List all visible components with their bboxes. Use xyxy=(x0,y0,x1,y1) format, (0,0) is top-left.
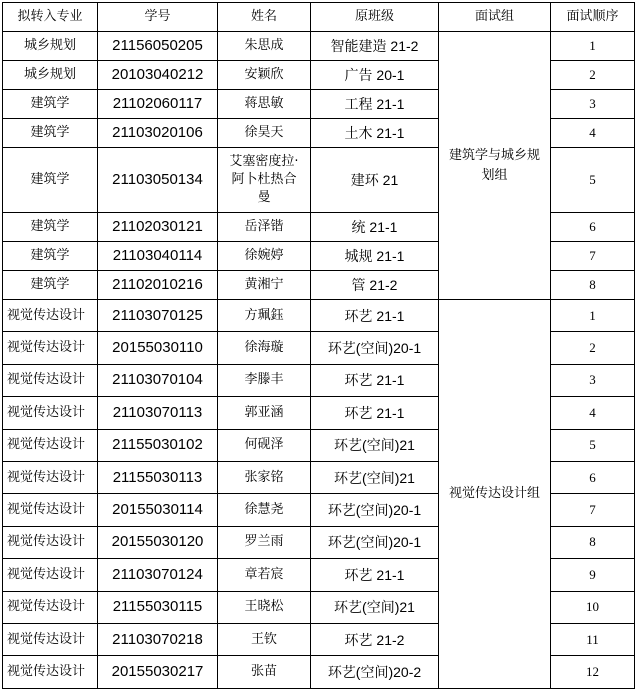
student-name-cell: 安颖欣 xyxy=(218,61,311,90)
original-class-cell: 工程 21-1 xyxy=(311,90,439,119)
student-id-cell: 21155030115 xyxy=(98,591,218,623)
student-id-cell: 21103050134 xyxy=(98,148,218,213)
student-name-cell: 方珮鈺 xyxy=(218,300,311,332)
interview-order-cell: 5 xyxy=(551,429,635,461)
original-class-cell: 智能建造 21-2 xyxy=(311,32,439,61)
original-class-cell: 城规 21-1 xyxy=(311,242,439,271)
major-cell: 视觉传达设计 xyxy=(3,591,98,623)
student-id-cell: 21102030121 xyxy=(98,213,218,242)
interview-order-cell: 8 xyxy=(551,271,635,300)
major-cell: 建筑学 xyxy=(3,148,98,213)
student-name-cell: 艾塞密度拉·阿卜杜热合曼 xyxy=(218,148,311,213)
student-id-cell: 21103070113 xyxy=(98,397,218,429)
major-cell: 视觉传达设计 xyxy=(3,300,98,332)
interview-order-cell: 2 xyxy=(551,332,635,364)
student-id-cell: 21155030113 xyxy=(98,461,218,493)
interview-order-cell: 12 xyxy=(551,656,635,688)
interview-group-cell: 视觉传达设计组 xyxy=(439,300,551,689)
original-class-cell: 环艺 21-1 xyxy=(311,559,439,591)
student-name-cell: 章若宸 xyxy=(218,559,311,591)
student-name-cell: 王晓松 xyxy=(218,591,311,623)
major-cell: 视觉传达设计 xyxy=(3,494,98,526)
original-class-cell: 环艺(空间)20-2 xyxy=(311,656,439,688)
header-major: 拟转入专业 xyxy=(3,3,98,32)
major-cell: 视觉传达设计 xyxy=(3,332,98,364)
original-class-cell: 广告 20-1 xyxy=(311,61,439,90)
major-cell: 建筑学 xyxy=(3,90,98,119)
major-cell: 视觉传达设计 xyxy=(3,559,98,591)
student-id-cell: 20103040212 xyxy=(98,61,218,90)
interview-schedule-table xyxy=(2,2,635,689)
student-id-cell: 21102060117 xyxy=(98,90,218,119)
major-cell: 建筑学 xyxy=(3,242,98,271)
interview-order-cell: 1 xyxy=(551,32,635,61)
major-cell: 视觉传达设计 xyxy=(3,397,98,429)
major-cell: 城乡规划 xyxy=(3,61,98,90)
student-id-cell: 21103070104 xyxy=(98,364,218,396)
table-row xyxy=(3,300,635,332)
student-name-cell: 何砚泽 xyxy=(218,429,311,461)
interview-order-cell: 6 xyxy=(551,461,635,493)
student-name-cell: 徐慧尧 xyxy=(218,494,311,526)
interview-order-cell: 4 xyxy=(551,119,635,148)
major-cell: 视觉传达设计 xyxy=(3,429,98,461)
original-class-cell: 环艺 21-1 xyxy=(311,300,439,332)
major-cell: 视觉传达设计 xyxy=(3,623,98,655)
original-class-cell: 统 21-1 xyxy=(311,213,439,242)
student-id-cell: 21155030102 xyxy=(98,429,218,461)
student-name-cell: 黄湘宁 xyxy=(218,271,311,300)
major-cell: 建筑学 xyxy=(3,271,98,300)
interview-order-cell: 3 xyxy=(551,364,635,396)
student-name-cell: 郭亚涵 xyxy=(218,397,311,429)
original-class-cell: 环艺(空间)20-1 xyxy=(311,332,439,364)
original-class-cell: 环艺(空间)21 xyxy=(311,461,439,493)
student-name-cell: 张家铭 xyxy=(218,461,311,493)
header-interview-group: 面试组 xyxy=(439,3,551,32)
interview-order-cell: 6 xyxy=(551,213,635,242)
interview-order-cell: 2 xyxy=(551,61,635,90)
header-original-class: 原班级 xyxy=(311,3,439,32)
interview-order-cell: 9 xyxy=(551,559,635,591)
header-name: 姓名 xyxy=(218,3,311,32)
student-id-cell: 21103070124 xyxy=(98,559,218,591)
student-name-cell: 徐海璇 xyxy=(218,332,311,364)
original-class-cell: 土木 21-1 xyxy=(311,119,439,148)
student-id-cell: 20155030120 xyxy=(98,526,218,558)
major-cell: 城乡规划 xyxy=(3,32,98,61)
major-cell: 视觉传达设计 xyxy=(3,656,98,688)
student-id-cell: 21103070218 xyxy=(98,623,218,655)
original-class-cell: 环艺 21-1 xyxy=(311,397,439,429)
header-row xyxy=(3,3,635,32)
student-id-cell: 21156050205 xyxy=(98,32,218,61)
interview-order-cell: 1 xyxy=(551,300,635,332)
original-class-cell: 建环 21 xyxy=(311,148,439,213)
original-class-cell: 环艺(空间)20-1 xyxy=(311,494,439,526)
student-name-cell: 徐婉婷 xyxy=(218,242,311,271)
student-id-cell: 20155030114 xyxy=(98,494,218,526)
interview-order-cell: 7 xyxy=(551,242,635,271)
interview-group-cell: 建筑学与城乡规划组 xyxy=(439,32,551,300)
interview-order-cell: 3 xyxy=(551,90,635,119)
student-name-cell: 朱思成 xyxy=(218,32,311,61)
student-id-cell: 20155030217 xyxy=(98,656,218,688)
interview-order-cell: 7 xyxy=(551,494,635,526)
original-class-cell: 环艺(空间)20-1 xyxy=(311,526,439,558)
student-name-cell: 王钦 xyxy=(218,623,311,655)
major-cell: 视觉传达设计 xyxy=(3,526,98,558)
student-name-cell: 蒋思敏 xyxy=(218,90,311,119)
interview-order-cell: 8 xyxy=(551,526,635,558)
student-id-cell: 21103070125 xyxy=(98,300,218,332)
interview-order-cell: 10 xyxy=(551,591,635,623)
major-cell: 建筑学 xyxy=(3,213,98,242)
student-name-cell: 岳泽锴 xyxy=(218,213,311,242)
interview-order-cell: 4 xyxy=(551,397,635,429)
interview-order-cell: 11 xyxy=(551,623,635,655)
interview-order-cell: 5 xyxy=(551,148,635,213)
original-class-cell: 环艺 21-1 xyxy=(311,364,439,396)
student-name-cell: 徐昊天 xyxy=(218,119,311,148)
student-id-cell: 21102010216 xyxy=(98,271,218,300)
original-class-cell: 管 21-2 xyxy=(311,271,439,300)
student-id-cell: 20155030110 xyxy=(98,332,218,364)
student-name-cell: 李滕丰 xyxy=(218,364,311,396)
original-class-cell: 环艺 21-2 xyxy=(311,623,439,655)
major-cell: 建筑学 xyxy=(3,119,98,148)
major-cell: 视觉传达设计 xyxy=(3,461,98,493)
student-name-cell: 张苗 xyxy=(218,656,311,688)
major-cell: 视觉传达设计 xyxy=(3,364,98,396)
student-id-cell: 21103040114 xyxy=(98,242,218,271)
student-name-cell: 罗兰雨 xyxy=(218,526,311,558)
table-row xyxy=(3,32,635,61)
original-class-cell: 环艺(空间)21 xyxy=(311,591,439,623)
header-student-id: 学号 xyxy=(98,3,218,32)
header-interview-order: 面试顺序 xyxy=(551,3,635,32)
student-id-cell: 21103020106 xyxy=(98,119,218,148)
original-class-cell: 环艺(空间)21 xyxy=(311,429,439,461)
